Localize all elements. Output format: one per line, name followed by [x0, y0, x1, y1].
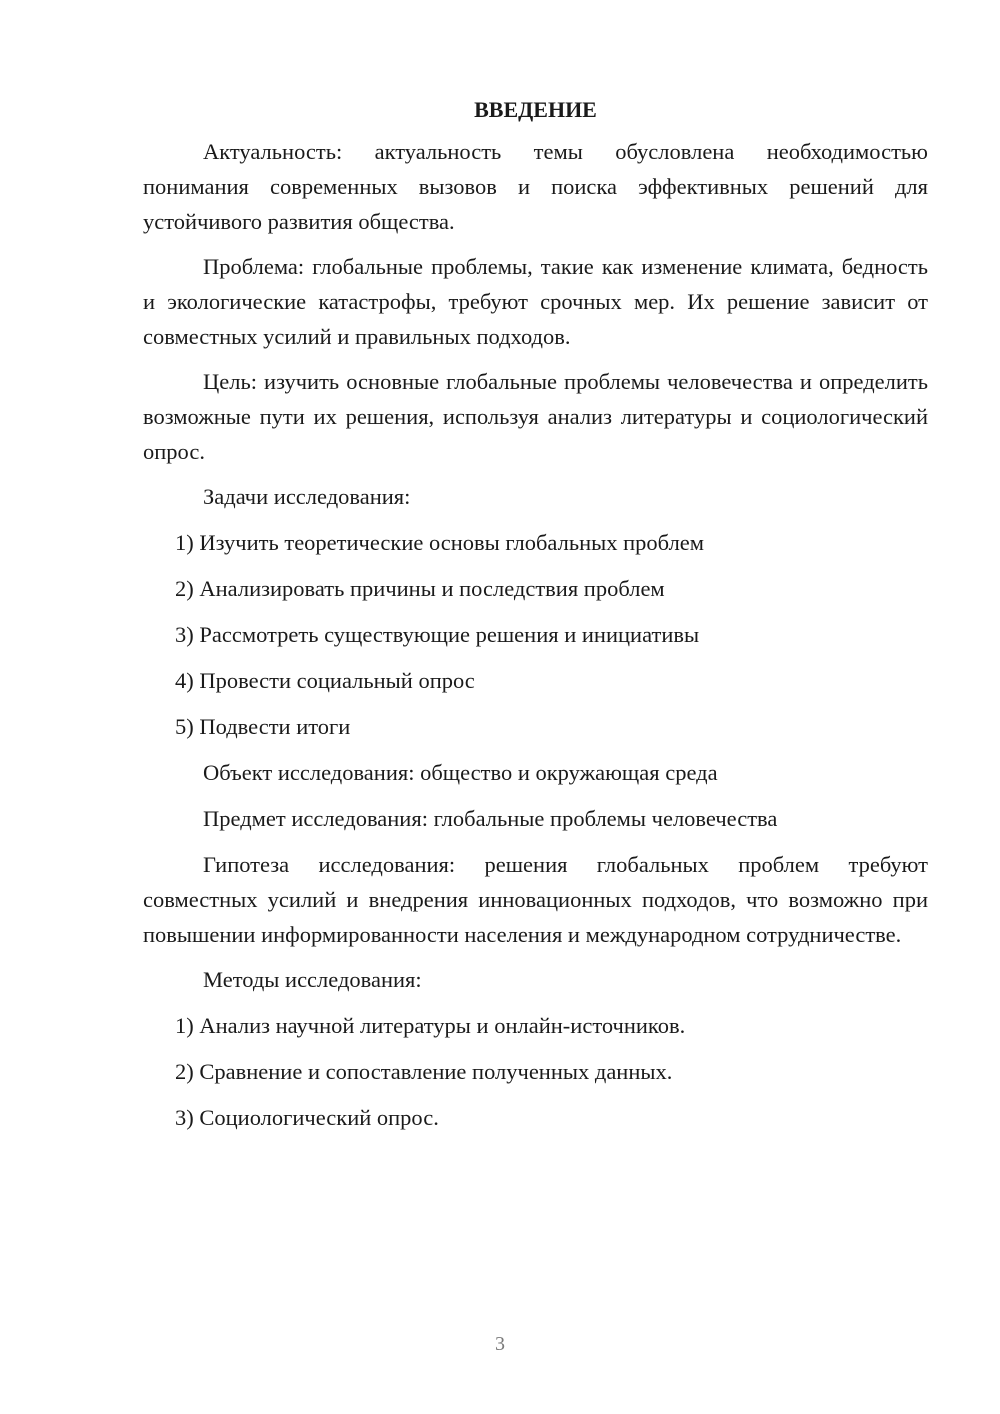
hypothesis-paragraph: Гипотеза исследования: решения глобальных проблем требуют совместных усилий и внедрения инновационных подходов, что возможно при повышении информированности населения и международном сотрудничестве.: [143, 852, 928, 947]
task-item: 2) Анализировать причины и последствия проблем: [175, 576, 665, 601]
method-item: 1) Анализ научной литературы и онлайн-источников.: [175, 1013, 686, 1038]
relevance-paragraph: Актуальность: актуальность темы обусловлена необходимостью понимания современных вызовов и поиска эффективных решений для устойчивого развития общества.: [143, 139, 928, 234]
task-item: 5) Подвести итоги: [175, 714, 351, 739]
task-item: 4) Провести социальный опрос: [175, 668, 475, 693]
page-number: 3: [495, 1333, 505, 1355]
document-title: ВВЕДЕНИЕ: [474, 97, 597, 122]
task-item: 1) Изучить теоретические основы глобальных проблем: [175, 530, 705, 555]
tasks-heading: Задачи исследования:: [203, 484, 411, 509]
method-item: 3) Социологический опрос.: [175, 1105, 439, 1130]
document-page: [143, 92, 928, 1146]
method-item: 2) Сравнение и сопоставление полученных данных.: [175, 1059, 673, 1084]
task-item: 3) Рассмотреть существующие решения и инициативы: [175, 622, 700, 647]
methods-heading: Методы исследования:: [203, 967, 422, 992]
goal-paragraph: Цель: изучить основные глобальные проблемы человечества и определить возможные пути их решения, используя анализ литературы и социологический опрос.: [143, 369, 928, 464]
problem-paragraph: Проблема: глобальные проблемы, такие как изменение климата, бедность и экологические катастрофы, требуют срочных мер. Их решение зависит от совместных усилий и правильных подходов.: [143, 254, 928, 349]
research-subject: Предмет исследования: глобальные проблемы человечества: [203, 806, 778, 831]
research-object: Объект исследования: общество и окружающая среда: [203, 760, 718, 785]
